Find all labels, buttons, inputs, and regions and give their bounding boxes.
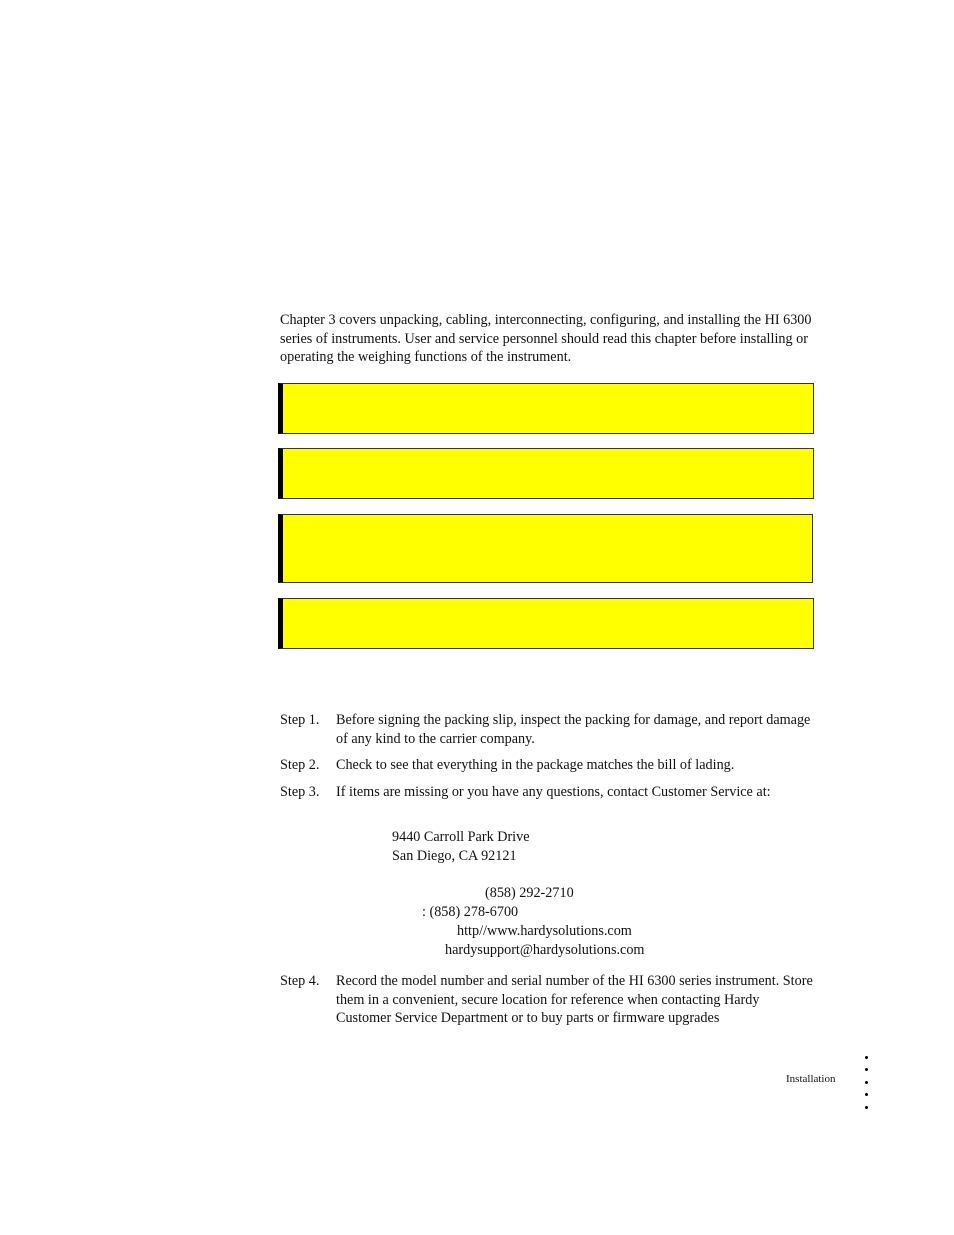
contact-email-link[interactable]: hardysupport@hardysolutions.com	[445, 942, 645, 958]
footer-section-label: Installation	[786, 1073, 836, 1085]
step-text: Check to see that everything in the package matches the bill of lading.	[336, 757, 735, 773]
dot-icon	[865, 1106, 868, 1109]
dot-icon	[865, 1068, 868, 1071]
step-label: Step 3.	[280, 784, 320, 800]
contact-website-link[interactable]: http//www.hardysolutions.com	[457, 923, 632, 939]
step-text: Record the model number and serial number of the HI 6300 series instrument. Store them in a convenient, secure location for reference when contacting Hardy Customer Service Department or to buy parts or firmware upgrades	[336, 973, 813, 1026]
note-box-3	[278, 514, 813, 583]
contact-city: San Diego, CA 92121	[392, 848, 517, 864]
step-text: Before signing the packing slip, inspect the packing for damage, and report damage of any kind to the carrier company.	[336, 712, 811, 747]
dot-icon	[865, 1056, 868, 1059]
contact-phone: (858) 292-2710	[485, 885, 574, 901]
step-label: Step 1.	[280, 712, 320, 728]
contact-street: 9440 Carroll Park Drive	[392, 829, 530, 845]
note-box-2	[278, 448, 814, 499]
dot-icon	[865, 1081, 868, 1084]
note-box-4	[278, 598, 814, 649]
dot-icon	[865, 1093, 868, 1096]
footer-dots-icon	[865, 1056, 871, 1118]
step-text: If items are missing or you have any questions, contact Customer Service at:	[336, 784, 771, 800]
contact-fax: : (858) 278-6700	[422, 904, 519, 920]
intro-paragraph: Chapter 3 covers unpacking, cabling, interconnecting, configuring, and installing the HI 6300 series of instruments. User and service personnel should read this chapter before installing or operating the weighing functions of the instrument.	[280, 312, 812, 365]
step-label: Step 2.	[280, 757, 320, 773]
step-label: Step 4.	[280, 973, 320, 989]
note-box-1	[278, 383, 814, 434]
